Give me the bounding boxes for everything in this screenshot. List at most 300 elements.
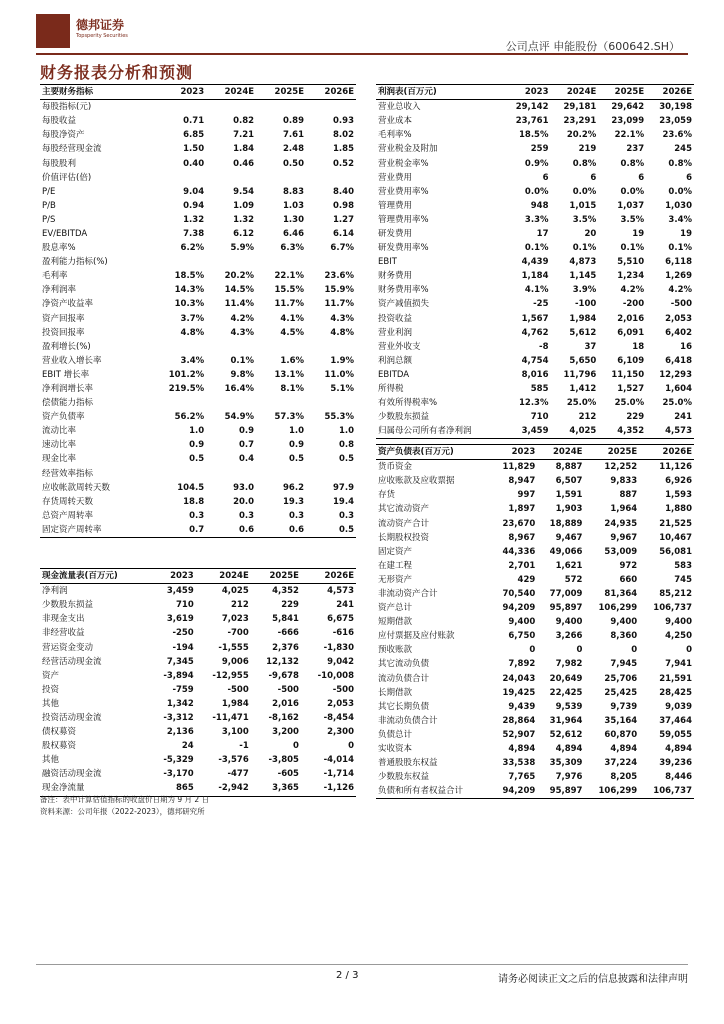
value-cell — [147, 467, 206, 481]
value-cell: 2.48 — [283, 144, 304, 155]
header-divider — [36, 53, 688, 55]
value-cell: 20.2% — [566, 130, 597, 141]
table-row — [40, 669, 356, 683]
table-row — [40, 767, 356, 781]
value-cell: 1,984 — [569, 313, 597, 324]
value-cell: -1 — [239, 741, 249, 752]
value-cell: 5,510 — [617, 257, 645, 268]
table-title-cell: 主要财务指标 — [40, 85, 147, 100]
row-label-cell: 总资产周转率 — [42, 510, 94, 521]
table-row — [40, 410, 356, 424]
value-cell: -3,312 — [163, 712, 194, 723]
value-cell: 0.98 — [333, 200, 354, 211]
table-row — [376, 643, 694, 657]
value-cell: 212 — [578, 412, 597, 423]
value-cell: 11.7% — [324, 299, 354, 310]
value-cell: 0.89 — [283, 116, 304, 127]
value-cell: 101.2% — [168, 369, 205, 380]
value-cell: 0.4 — [239, 454, 255, 465]
value-cell: 6,418 — [665, 355, 692, 366]
table-row — [376, 601, 694, 615]
year-header-cell: 2026E — [301, 569, 356, 584]
value-cell: 2,053 — [327, 698, 354, 709]
value-cell: 0.3 — [288, 510, 304, 521]
table-row — [40, 683, 356, 697]
value-cell: -9,678 — [268, 670, 299, 681]
value-cell: 9,400 — [555, 617, 583, 628]
table-row — [40, 382, 356, 396]
value-cell: 9,739 — [610, 701, 638, 712]
value-cell: 19 — [632, 228, 645, 239]
value-cell: 4.3% — [330, 313, 354, 324]
value-cell: 1,903 — [555, 504, 583, 515]
legal-disclaimer: 请务必阅读正文之后的信息披露和法律声明 — [498, 974, 688, 985]
value-cell: -8,454 — [323, 712, 354, 723]
value-cell: -3,576 — [218, 755, 249, 766]
row-label-cell: 管理费用 — [378, 200, 413, 211]
value-cell: 4,894 — [508, 744, 536, 755]
value-cell: 2,376 — [272, 642, 299, 653]
value-cell: 572 — [564, 574, 583, 585]
table-row — [40, 312, 356, 326]
value-cell: 7.38 — [183, 228, 205, 239]
value-cell: 3.5% — [620, 214, 645, 225]
value-cell: 0.8% — [572, 158, 597, 169]
value-cell: 93.0 — [233, 482, 255, 493]
value-cell: 7.21 — [233, 130, 255, 141]
table-row — [40, 368, 356, 382]
year-header-cell: 2026E — [306, 85, 356, 100]
table-header-row — [376, 85, 694, 100]
table-row — [376, 424, 694, 439]
value-cell: 37,464 — [659, 715, 692, 726]
value-cell: 0.7 — [147, 523, 206, 538]
table-row — [40, 626, 356, 640]
year-header-cell: 2025E — [598, 85, 646, 100]
value-cell: 28,425 — [659, 687, 692, 698]
value-cell: 0.93 — [333, 116, 354, 127]
table-row — [40, 523, 356, 538]
value-cell: 7,945 — [610, 659, 638, 670]
value-cell: 18.5% — [174, 271, 205, 282]
table-title-cell: 现金流量表(百万元) — [40, 569, 149, 584]
value-cell: 1,897 — [508, 504, 536, 515]
row-label-cell: 资产回报率 — [42, 313, 85, 324]
value-cell: 4,250 — [665, 631, 692, 642]
value-cell: 0 — [686, 645, 692, 656]
table-header-row — [40, 569, 356, 584]
value-cell: 0.82 — [233, 116, 255, 127]
value-cell: 18,889 — [549, 518, 583, 529]
table-row — [40, 185, 356, 199]
value-cell: 94,209 — [490, 784, 537, 799]
table-row — [376, 255, 694, 269]
value-cell: 24 — [181, 741, 194, 752]
value-cell: 1.30 — [283, 214, 304, 225]
value-cell: 583 — [674, 560, 692, 571]
table-row — [376, 672, 694, 686]
value-cell: 0.94 — [183, 200, 205, 211]
row-label-cell: 长期股权投资 — [378, 532, 430, 543]
value-cell: 1.27 — [333, 214, 354, 225]
value-cell: 6 — [590, 172, 597, 183]
value-cell — [306, 100, 356, 115]
table-row — [40, 438, 356, 452]
value-cell: 59,055 — [659, 729, 692, 740]
table-row — [40, 199, 356, 213]
row-label-cell: 营业成本 — [378, 116, 413, 127]
value-cell: 1,593 — [665, 490, 692, 501]
row-label-cell: 营业利润 — [378, 327, 413, 338]
value-cell — [206, 340, 256, 354]
value-cell: 3,200 — [272, 727, 299, 738]
value-cell: 0.8% — [668, 158, 692, 169]
year-header-cell: 2024E — [551, 85, 599, 100]
value-cell: 4.2% — [620, 285, 645, 296]
table-row — [40, 241, 356, 255]
value-cell: 9,539 — [555, 701, 583, 712]
table-row — [376, 587, 694, 601]
value-cell: 10.3% — [174, 299, 205, 310]
value-cell: 7.61 — [283, 130, 304, 141]
value-cell: 95,897 — [537, 784, 584, 799]
footer-divider — [36, 964, 688, 965]
row-label-cell: 营业费用率% — [378, 186, 429, 197]
value-cell: 4.1% — [280, 313, 304, 324]
value-cell — [306, 255, 356, 269]
value-cell: 11.4% — [224, 299, 255, 310]
value-cell: 0.9 — [239, 426, 255, 437]
value-cell: -500 — [670, 299, 692, 310]
value-cell: 229 — [281, 600, 299, 611]
value-cell: 6,118 — [665, 257, 692, 268]
row-label-cell: 研发费用 — [378, 228, 413, 239]
value-cell: 23,670 — [502, 518, 536, 529]
value-cell: 887 — [619, 490, 638, 501]
value-cell: 106,299 — [598, 603, 638, 614]
row-label-cell: 经营效率指标 — [42, 468, 94, 479]
value-cell: 0.3 — [189, 510, 205, 521]
value-cell: -616 — [332, 628, 354, 639]
table-row — [40, 156, 356, 170]
table-row — [376, 502, 694, 516]
year-header-cell: 2025E — [251, 569, 301, 584]
value-cell: 1,567 — [521, 313, 549, 324]
row-label-cell: 其他 — [42, 698, 60, 709]
table-row — [40, 612, 356, 626]
value-cell: 70,540 — [502, 588, 536, 599]
value-cell: -5,329 — [163, 755, 194, 766]
table-row — [376, 128, 694, 142]
value-cell: 6,675 — [327, 614, 354, 625]
row-label-cell: 营业外收支 — [378, 341, 421, 352]
table-row — [376, 199, 694, 213]
value-cell — [147, 255, 206, 269]
value-cell: 1.32 — [233, 214, 255, 225]
value-cell — [256, 340, 306, 354]
row-label-cell: 其他 — [42, 755, 60, 766]
value-cell: 1.6% — [280, 355, 304, 366]
row-label-cell: 无形资产 — [378, 574, 413, 585]
value-cell: 4,894 — [665, 744, 692, 755]
row-label-cell: 应收帐款周转天数 — [42, 482, 111, 493]
row-label-cell: 财务费用率% — [378, 285, 429, 296]
value-cell: 2,701 — [508, 560, 536, 571]
value-cell: 710 — [530, 412, 549, 423]
row-label-cell: EBIT 增长率 — [42, 369, 90, 380]
value-cell: 4.5% — [280, 327, 304, 338]
value-cell: 0.0% — [668, 186, 692, 197]
table-header-row — [376, 445, 694, 460]
value-cell: 1,880 — [665, 504, 692, 515]
value-cell: 229 — [626, 412, 645, 423]
value-cell: 6.14 — [333, 228, 354, 239]
row-label-cell: 实收资本 — [378, 744, 413, 755]
value-cell: 5.1% — [330, 384, 354, 395]
value-cell: 85,212 — [659, 588, 692, 599]
table-row — [376, 728, 694, 742]
value-cell: 11.7% — [274, 299, 304, 310]
table-row — [40, 213, 356, 227]
value-cell: 9,833 — [610, 476, 638, 487]
value-cell: 0 — [293, 741, 299, 752]
value-cell: -500 — [227, 684, 249, 695]
value-cell: 12.3% — [519, 398, 549, 409]
value-cell: 5,612 — [569, 327, 597, 338]
value-cell: 11,829 — [502, 462, 536, 473]
value-cell: 1,234 — [617, 271, 645, 282]
value-cell: 0.1% — [620, 243, 645, 254]
value-cell: 44,336 — [502, 546, 536, 557]
value-cell: 0.1% — [572, 243, 597, 254]
value-cell: 106,737 — [639, 784, 694, 799]
value-cell: 4,573 — [646, 424, 694, 439]
value-cell: -100 — [575, 299, 597, 310]
value-cell: -605 — [277, 769, 299, 780]
row-label-cell: 利润总额 — [378, 355, 413, 366]
value-cell: -2,942 — [196, 781, 251, 796]
row-label-cell: 研发费用率% — [378, 243, 429, 254]
value-cell: 4,352 — [598, 424, 646, 439]
row-label-cell: 应收账款及应收票据 — [378, 476, 455, 487]
value-cell: 19 — [680, 228, 692, 239]
value-cell: 948 — [530, 200, 549, 211]
value-cell: 3,100 — [221, 727, 249, 738]
value-cell: 39,236 — [659, 758, 692, 769]
value-cell: 23,761 — [515, 116, 549, 127]
table-row — [376, 488, 694, 502]
table-row — [376, 227, 694, 241]
table-row — [376, 269, 694, 283]
value-cell: 97.9 — [333, 482, 354, 493]
value-cell: 6,091 — [617, 327, 645, 338]
value-cell: 15.5% — [274, 285, 304, 296]
value-cell: 0.1% — [230, 355, 255, 366]
value-cell: 6,109 — [617, 355, 645, 366]
table-row — [376, 615, 694, 629]
table-row — [40, 142, 356, 156]
row-label-cell: 非流动资产合计 — [378, 588, 438, 599]
row-label-cell: 其它流动负债 — [378, 659, 430, 670]
value-cell: 0.71 — [183, 116, 205, 127]
value-cell: 3.4% — [180, 355, 205, 366]
row-label-cell: 预收账款 — [378, 645, 413, 656]
table-row — [376, 100, 694, 115]
company-logo-icon — [36, 14, 70, 48]
row-label-cell: 净资产收益率 — [42, 299, 94, 310]
value-cell: 6 — [686, 172, 692, 183]
value-cell: 7,345 — [166, 656, 194, 667]
value-cell: 6,750 — [508, 631, 536, 642]
value-cell: 1.32 — [183, 214, 205, 225]
value-cell: 2,300 — [327, 727, 354, 738]
value-cell: 0.0% — [620, 186, 645, 197]
value-cell — [206, 100, 256, 115]
value-cell: 6,926 — [665, 476, 692, 487]
value-cell: 9,042 — [327, 656, 354, 667]
row-label-cell: 现金比率 — [42, 454, 77, 465]
value-cell: 4,025 — [221, 586, 249, 597]
value-cell: 9,467 — [555, 532, 583, 543]
value-cell: 9,967 — [610, 532, 638, 543]
table-row — [40, 584, 356, 599]
value-cell: 106,299 — [584, 784, 639, 799]
table-header-row — [40, 85, 356, 100]
year-header-cell: 2025E — [584, 445, 639, 460]
value-cell: 1,412 — [569, 384, 597, 395]
value-cell: 429 — [517, 574, 536, 585]
table-row — [376, 742, 694, 756]
value-cell: 0.1% — [668, 243, 692, 254]
section-title: 财务报表分析和预测 — [40, 63, 194, 82]
value-cell — [206, 171, 256, 185]
value-cell: 24,043 — [502, 673, 536, 684]
value-cell: 1,604 — [665, 384, 692, 395]
value-cell: 37 — [584, 341, 597, 352]
value-cell: 104.5 — [177, 482, 205, 493]
value-cell: -4,014 — [323, 755, 354, 766]
value-cell: 2,016 — [617, 313, 645, 324]
table-row — [376, 784, 694, 799]
table-row — [40, 340, 356, 354]
value-cell: 29,142 — [515, 102, 549, 113]
row-label-cell: 营业税金率% — [378, 158, 429, 169]
row-label-cell: 股息率% — [42, 243, 76, 254]
row-label-cell: 负债总计 — [378, 729, 413, 740]
value-cell: -759 — [172, 684, 194, 695]
table-row — [40, 128, 356, 142]
value-cell: 23,059 — [659, 116, 692, 127]
row-label-cell: 流动比率 — [42, 426, 77, 437]
value-cell: 19.3 — [283, 496, 304, 507]
value-cell: 37,224 — [604, 758, 638, 769]
value-cell: 12,293 — [659, 369, 692, 380]
value-cell: 0 — [631, 645, 638, 656]
value-cell: 7,982 — [555, 659, 583, 670]
value-cell: 49,066 — [549, 546, 583, 557]
table-row — [376, 354, 694, 368]
value-cell: 0.5 — [189, 454, 205, 465]
value-cell: 19.4 — [333, 496, 354, 507]
row-label-cell: 应付票据及应付账款 — [378, 631, 455, 642]
value-cell: -250 — [172, 628, 194, 639]
value-cell: 0.3 — [338, 510, 354, 521]
row-label-cell: 投资回报率 — [42, 327, 85, 338]
value-cell: 6.3% — [280, 243, 304, 254]
row-label-cell: P/B — [42, 200, 56, 211]
value-cell: 25.0% — [566, 398, 597, 409]
value-cell: 8,967 — [508, 532, 536, 543]
value-cell — [306, 467, 356, 481]
value-cell: 30,198 — [659, 102, 692, 113]
value-cell: 4,894 — [555, 744, 583, 755]
value-cell — [306, 396, 356, 410]
table-row — [376, 156, 694, 170]
value-cell — [206, 255, 256, 269]
value-cell: 7,976 — [555, 772, 583, 783]
value-cell: 3,266 — [555, 631, 583, 642]
value-cell: 12,252 — [604, 462, 638, 473]
value-cell: 745 — [674, 574, 692, 585]
value-cell: 35,309 — [549, 758, 583, 769]
row-label-cell: 毛利率 — [42, 271, 68, 282]
value-cell: 972 — [619, 560, 638, 571]
value-cell: -8 — [539, 341, 549, 352]
value-cell — [306, 171, 356, 185]
value-cell: 25.0% — [662, 398, 692, 409]
value-cell: 1,527 — [617, 384, 645, 395]
value-cell: 1,015 — [569, 200, 597, 211]
value-cell: 1,342 — [166, 698, 194, 709]
year-header-cell: 2025E — [256, 85, 306, 100]
value-cell: -1,714 — [323, 769, 354, 780]
value-cell: 865 — [149, 781, 196, 796]
balance-sheet-table — [376, 444, 694, 799]
row-label-cell: 营业收入增长率 — [42, 355, 102, 366]
table-row — [376, 410, 694, 424]
value-cell: 4,873 — [569, 257, 597, 268]
row-label-cell: 现金净流量 — [40, 781, 149, 796]
value-cell: 1.85 — [333, 144, 354, 155]
value-cell: 1.0 — [338, 426, 354, 437]
row-label-cell: 营业费用 — [378, 172, 413, 183]
table-row — [376, 213, 694, 227]
value-cell: 23.6% — [324, 271, 354, 282]
value-cell: 997 — [517, 490, 536, 501]
value-cell: 17 — [536, 228, 549, 239]
table-row — [40, 283, 356, 297]
value-cell: 18.5% — [519, 130, 549, 141]
table-row — [376, 531, 694, 545]
row-label-cell: 普通股股东权益 — [378, 758, 438, 769]
table-row — [40, 739, 356, 753]
value-cell: 1,269 — [665, 271, 692, 282]
value-cell: 6 — [542, 172, 549, 183]
table-row — [40, 255, 356, 269]
value-cell — [206, 396, 256, 410]
row-label-cell: 营业总收入 — [378, 102, 421, 113]
row-label-cell: 管理费用率% — [378, 214, 429, 225]
value-cell: 7,941 — [665, 659, 692, 670]
value-cell: 1.50 — [183, 144, 205, 155]
value-cell — [306, 340, 356, 354]
value-cell: -12,955 — [212, 670, 249, 681]
row-label-cell: 营业税金及附加 — [378, 144, 438, 155]
value-cell: 5,841 — [272, 614, 299, 625]
table-row — [40, 326, 356, 340]
value-cell: 241 — [336, 600, 354, 611]
row-label-cell: 投资收益 — [378, 313, 413, 324]
